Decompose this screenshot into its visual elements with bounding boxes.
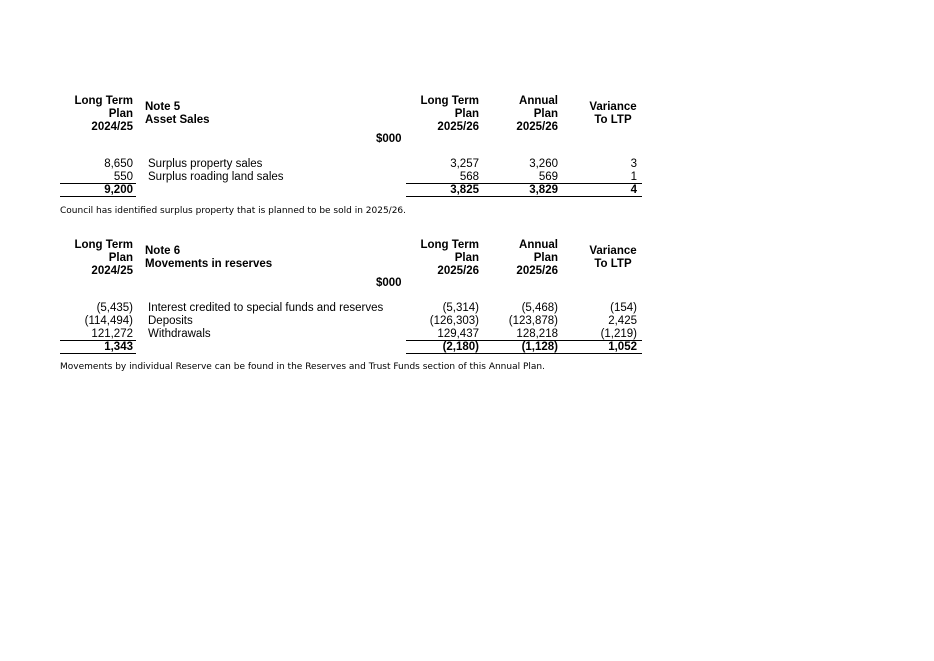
unit-label: $000 (376, 133, 402, 145)
note5-caption: Council has identified surplus property that is planned to be sold in 2025/26. (60, 206, 407, 216)
header-ltp-curr: Long Term Plan 2025/26 (420, 239, 479, 277)
table-row: 8,650 Surplus property sales 3,257 3,260 3 (104, 158, 637, 170)
header-variance: Variance To LTP (589, 245, 637, 270)
total-row: 1,343 (2,180) (1,128) 1,052 (104, 341, 637, 353)
table-row: 121,272 Withdrawals 129,437 128,218 (1,219) (91, 328, 637, 340)
header-ltp-curr: Long Term Plan 2025/26 (420, 95, 479, 133)
table-row: (114,494) Deposits (126,303) (123,878) 2,425 (84, 315, 637, 327)
total-rule (60, 353, 136, 354)
table-row: (5,435) Interest credited to special funds and reserves (5,314) (5,468) (154) (96, 302, 637, 314)
header-annual: Annual Plan 2025/26 (516, 95, 558, 133)
table-row: 550 Surplus roading land sales 568 569 1 (113, 171, 637, 183)
header-ltp-prev: Long Term Plan 2024/25 (74, 95, 133, 133)
total-rule (406, 353, 642, 354)
note5-title: Note 5 Asset Sales (145, 101, 210, 126)
total-rule (406, 196, 642, 197)
total-rule (60, 196, 136, 197)
unit-label: $000 (376, 277, 402, 289)
header-annual: Annual Plan 2025/26 (516, 239, 558, 277)
header-variance: Variance To LTP (589, 101, 637, 126)
header-ltp-prev: Long Term Plan 2024/25 (74, 239, 133, 277)
note6-title: Note 6 Movements in reserves (145, 245, 273, 270)
total-row: 9,200 3,825 3,829 4 (104, 184, 637, 196)
note6-caption: Movements by individual Reserve can be found in the Reserves and Trust Funds section of this Annual Plan. (60, 362, 545, 372)
